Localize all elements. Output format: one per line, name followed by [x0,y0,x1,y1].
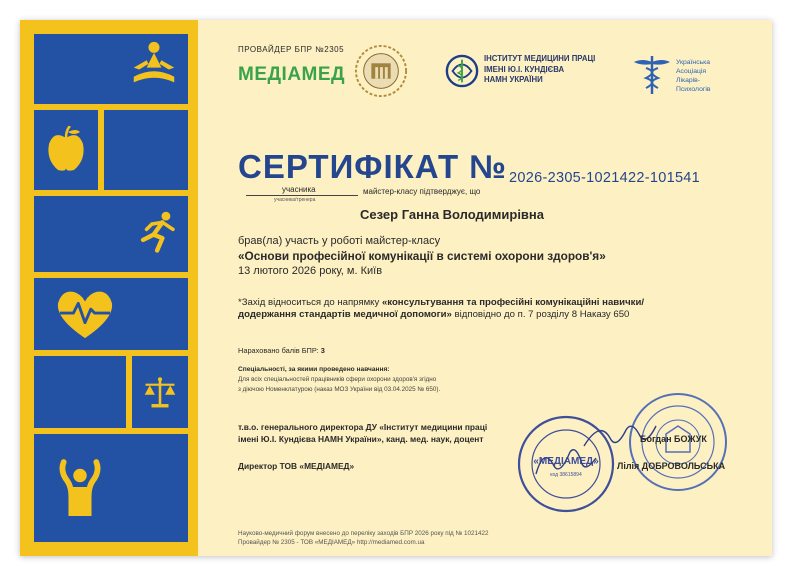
panel-runner [34,196,188,272]
caduceus-icon [632,52,672,96]
specialties-title: Спеціальності, за якими проведено навчання: [238,366,390,373]
institute-name: ІНСТИТУТ МЕДИЦИНИ ПРАЦІ ІМЕНІ Ю.І. КУНДІЄВА НАМН УКРАЇНИ [484,54,596,84]
certificate-title: СЕРТИФІКАТ № [238,148,508,185]
athlete-icon [56,458,104,516]
panel-athlete [34,434,188,542]
course-title: «Основи професійної комунікації в системі охорони здоров'я» [238,249,606,263]
director1-name: Богдан БОЖУК [640,434,707,444]
association-name: Українська Асоціація Лікарів- Психологів [676,59,711,93]
certificate-number: 2026-2305-1021422-101541 [509,170,701,186]
footer-line-1: Науково-медичний форум внесено до переліку заходів БПР 2026 року під № 1021422 [238,530,489,537]
scales-icon [143,376,177,410]
wreath-emblem-icon [354,44,408,98]
participant-name: Сезер Ганна Володимирівна [360,207,545,222]
note-line-1: *Захід відноситься до напрямку «консультування та професійні комунікаційні навички/ [238,297,645,308]
points-awarded: Нараховано балів БПР: 3 [238,346,325,355]
meditation-icon [126,40,182,86]
mediamed-stamp-code: код 38615894 [550,472,582,478]
role-caption: учасника/тренера [274,197,316,203]
institute-logo-icon [445,54,479,88]
runner-icon [136,210,180,254]
panel-heart [34,278,188,350]
panel-scales [132,356,188,428]
director1-line-2: імені Ю.І. Кундієва НАМН України», канд. мед. наук, доцент [238,434,484,444]
specialties-line-1: Для всіх спеціальностей працівників сфери охорони здоров'я згідно [238,376,437,383]
director1-line-1: т.в.о. генерального директора ДУ «Інститут медицини праці [238,422,488,432]
panel-meditation [34,34,188,104]
heart-pulse-icon [54,288,116,340]
decorative-stripe [20,20,198,556]
participant-role: учасника [282,185,316,194]
provider-label: ПРОВАЙДЕР БПР №2305 [238,45,345,54]
panel-scales-left [34,356,126,428]
apple-icon [46,126,86,172]
role-underline [246,195,358,196]
footer-line-2: Провайдер № 2305 - ТОВ «МЕДІАМЕД» http://mediamed.com.ua [238,539,425,546]
panel-apple [34,110,98,190]
confirm-text: майстер-класу підтверджує, що [363,187,481,196]
note-line-2: додержання стандартів медичної допомоги» відповідно до п. 7 розділу 8 Наказу 650 [238,309,630,320]
participation-text: брав(ла) участь у роботі майстер-класу [238,235,441,247]
director2-title: Директор ТОВ «МЕДІАМЕД» [238,461,355,471]
mediamed-stamp-center: «МЕДІАМЕД» [533,456,599,467]
certificate-sheet [20,20,772,556]
panel-blue-2 [104,110,188,190]
mediamed-logo-text: МЕДІАМЕД [238,64,346,85]
director2-name: Лілія ДОБРОВОЛЬСЬКА [617,461,726,471]
handwritten-signature-2 [530,440,600,480]
event-date-place: 13 лютого 2026 року, м. Київ [238,265,383,277]
specialties-line-2: з діючою Номенклатурою (наказ МОЗ України від 03.04.2025 № 650). [238,386,441,393]
